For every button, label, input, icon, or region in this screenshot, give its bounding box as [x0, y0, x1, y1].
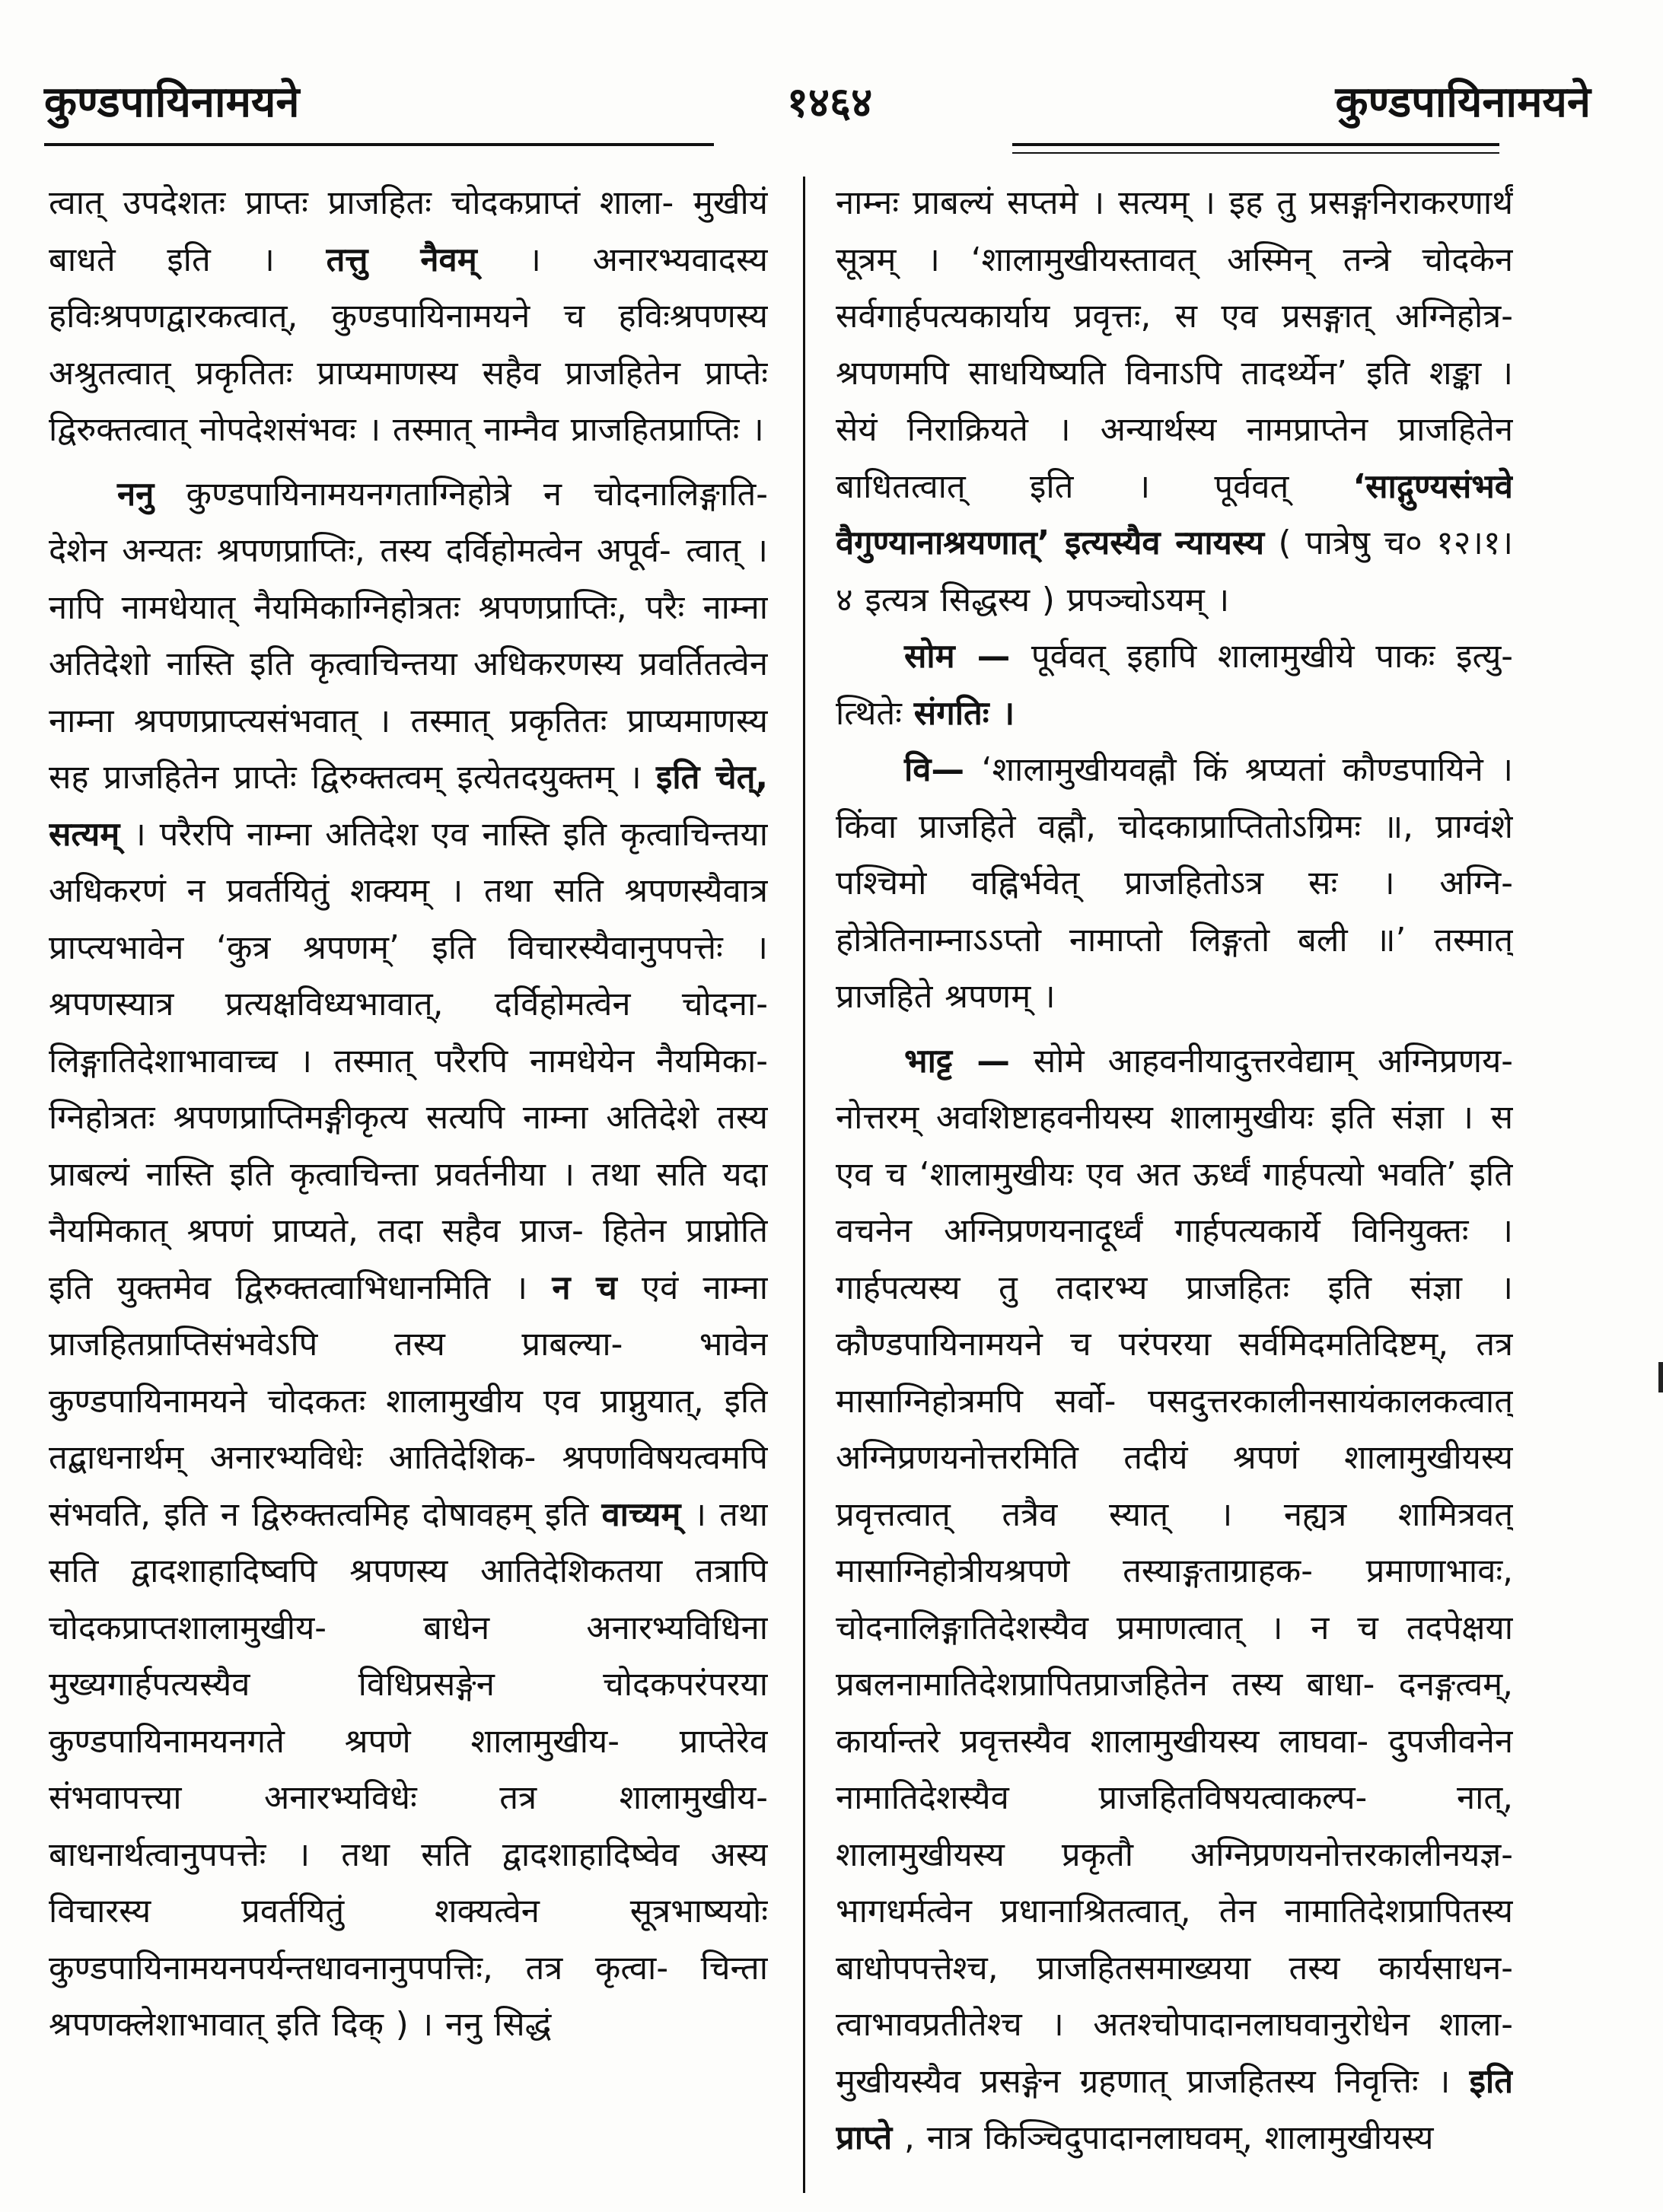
bold-phrase: संगतिः । — [913, 694, 1015, 733]
text-run: । तथा सति द्वादशाहादिष्वपि श्रपणस्य आतिदेशिकतया तत्रापि चोदकप्राप्तशालामुखीय- बाधेन अनारभ्यविधिना मुख्यगार्हपत्यस्यैव विधिप्रसङ्गेन चोदकपरंपरया कुण्डपायिनामयनगते श्रपणे शालामुखीय- प्राप्तेरेव संभवापत्त्या अनारभ्यविधेः तत्र शालामुखीय- बाधनार्थत्वानुपपत्तेः । तथा सति द्वादशाहादिष्वेव अस्य विचारस्य प्रवर्तयितुं शक्यत्वेन सूत्रभाष्ययोः कुण्डपायिनामयनपर्यन्तधावनानुपपत्तिः, तत्र कृत्वा- चिन्ता श्रपणक्लेशाभावात् इति दिक् ) । ननु सिद्धं — [49, 1495, 768, 2044]
right-paragraph-soma — [836, 629, 1513, 742]
left-column — [49, 175, 768, 2191]
section-label-bhatta: भाट्ट — — [904, 1042, 1010, 1081]
header-rule-right-thin — [1012, 152, 1499, 154]
right-paragraph-bhatta — [836, 1033, 1513, 2167]
running-title-right: कुण्डपायिनामयने — [1335, 78, 1591, 127]
header-rule-left — [44, 143, 714, 146]
text-run: । परैरपि नाम्ना अतिदेश एव नास्ति इति कृत्वाचिन्तया अधिकरणं न प्रवर्तयितुं शक्यम् । तथा सति श्रपणस्यैवात्र प्राप्त्यभावेन ‘कुत्र श्रपणम्’ इति विचारस्यैवानुपपत्तेः । श्रपणस्यात्र प्रत्यक्षविध्यभावात्, दर्विहोमत्वेन चोदना- लिङ्गातिदेशाभावाच्च । तस्मात् परैरपि नामधेयेन नैयमिका- ग्निहोत्रतः श्रपणप्राप्तिमङ्गीकृत्य सत्यपि नाम्ना अतिदेशे तस्य प्राबल्यं नास्ति इति कृत्वाचिन्ता प्रवर्तनीया । तथा सति यदा नैयमिकात् श्रपणं प्राप्यते, तदा सहैव प्राज- हितेन प्राप्नोति इति युक्तमेव द्विरुक्तत्वाभिधानमिति । — [49, 815, 768, 1307]
page-number: १४६४ — [786, 78, 873, 126]
column-divider — [803, 177, 805, 2193]
left-paragraph-1 — [49, 175, 768, 459]
edge-mark — [1658, 1362, 1663, 1392]
bold-phrase: ‘साद्गुण्यसंभवे वैगुण्यानाश्रयणात्’ इत्यस्यैव न्यायस्य — [836, 467, 1513, 562]
text-run: सोमे आहवनीयादुत्तरवेद्याम् अग्निप्रणय- नोत्तरम् अवशिष्टाहवनीयस्य शालामुखीयः इति संज्ञा । स एव च ‘शालामुखीयः एव अत ऊर्ध्वं गार्हपत्यो भवति’ इति वचनेन अग्निप्रणयनादूर्ध्वं गार्हपत्यकार्ये विनियुक्तः । गार्हपत्यस्य तु तदारभ्य प्राजहितः इति संज्ञा । कौण्डपायिनामयने च परंपरया सर्वमिदमतिदिष्टम्, तत्र मासाग्निहोत्रमपि सर्वो- पसदुत्तरकालीनसायंकालकत्वात् अग्निप्रणयनोत्तरमिति तदीयं श्रपणं शालामुखीयस्य प्रवृत्तत्वात् तत्रैव स्यात् । नह्यत्र शामित्रवत् मासाग्निहोत्रीयश्रपणे तस्याङ्गताग्राहक- प्रमाणाभावः, चोदनालिङ्गातिदेशस्यैव प्रमाणत्वात् । न च तदपेक्षया प्रबलनामातिदेशप्रापितप्राजहितेन तस्य बाधा- दनङ्गत्वम्, कार्यान्तरे प्रवृत्तस्यैव शालामुखीयस्य लाघवा- दुपजीवनेन नामातिदेशस्यैव प्राजहितविषयत्वाकल्प- नात्, शालामुखीयस्य प्रकृतौ अग्निप्रणयनोत्तरकालीनयज्ञ- भागधर्मत्वेन प्रधानाश्रितत्वात्, तेन नामातिदेशप्रापितस्य बाधोपपत्तेश्च, प्राजहितसमाख्यया तस्य कार्यसाधन- त्वाभावप्रतीतेश्च । अतश्चोपादानलाघवानुरोधेन शाला- मुखीयस्यैव प्रसङ्गेन ग्रहणात् प्राजहितस्य निवृत्तिः । — [836, 1042, 1513, 2101]
right-paragraph-vi — [836, 742, 1513, 1026]
text-run: ‘शालामुखीयवह्नौ किं श्रप्यतां कौण्डपायिने । किंवा प्राजहिते वह्नौ, चोदकाप्राप्तितोऽग्रिमः ॥, प्राग्वंशे पश्चिमो वह्निर्भवेत् प्राजहितोऽत्र सः । अग्नि- होत्रेतिनाम्नाऽऽप्तो नामाप्तो लिङ्गतो बली ॥’ तस्मात् प्राजहिते श्रपणम् । — [836, 751, 1513, 1016]
text-run: नाम्नः प्राबल्यं सप्तमे । सत्यम् । इह तु प्रसङ्गनिराकरणार्थं सूत्रम् । ‘शालामुखीयस्तावत् अस्मिन् तन्त्रे चोदकेन सर्वगार्हपत्यकार्याय प्रवृत्तः, स एव प्रसङ्गात् अग्निहोत्र- श्रपणमपि साधयिष्यति विनाऽपि तादर्थ्येन’ इति शङ्का । सेयं निराक्रियते । अन्यार्थस्य नामप्राप्तेन प्राजहितेन बाधितत्वात् इति । पूर्ववत् — [836, 184, 1513, 506]
text-run: पूर्ववत् इहापि शालामुखीये पाकः इत्यु- त्थितेः — [836, 638, 1513, 733]
text-run: । अनारभ्यवादस्य हविःश्रपणद्वारकत्वात्, कुण्डपायिनामयने च हविःश्रपणस्य अश्रुतत्वात् प्रकृतितः प्राप्यमाणस्य सहैव प्राजहितेन प्राप्तेः द्विरुक्तत्वात् नोपदेशसंभवः । तस्मात् नाम्नैव प्राजहितप्राप्तिः । — [49, 240, 768, 449]
right-paragraph-1 — [836, 175, 1513, 629]
bold-phrase: वाच्यम् — [601, 1495, 681, 1534]
bold-phrase: न च — [552, 1268, 617, 1307]
bold-phrase: ननु — [117, 475, 155, 514]
bold-phrase: तत्तु नैवम् — [326, 240, 477, 279]
header-rule-right — [1012, 143, 1499, 146]
right-column — [836, 175, 1513, 2191]
bold-phrase: इति प्राप्ते — [836, 2062, 1513, 2157]
section-label-vi: वि— — [904, 751, 964, 789]
text-run: एवं नाम्ना प्राजहितप्राप्तिसंभवेऽपि तस्य प्राबल्या- भावेन कुण्डपायिनामयने चोदकतः शालामुखीय एव प्राप्नुयात्, इति तद्बाधनार्थम् अनारभ्यविधेः आतिदेशिक- श्रपणविषयत्वमपि संभवति, इति न द्विरुक्तत्वमिह दोषावहम् इति — [49, 1268, 768, 1534]
text-run: त्वात् उपदेशतः प्राप्तः प्राजहितः चोदकप्राप्तं शाला- मुखीयं बाधते इति । — [49, 184, 768, 279]
bold-phrase: इति चेत्, सत्यम् — [49, 759, 768, 854]
text-run: ( पात्रेषु च० १२।१।४ इत्यत्र सिद्धस्य ) प्रपञ्चोऽयम् । — [836, 524, 1513, 619]
page-header — [0, 72, 1663, 133]
running-title-left: कुण्डपायिनामयने — [44, 78, 300, 127]
section-label-soma: सोम — — [904, 638, 1011, 676]
left-paragraph-2 — [49, 466, 768, 2054]
text-run: , नात्र किञ्चिदुपादानलाघवम्, शालामुखीयस्य — [904, 2119, 1434, 2157]
text-run: कुण्डपायिनामयनगताग्निहोत्रे न चोदनालिङ्गाति- देशेन अन्यतः श्रपणप्राप्तिः, तस्य दर्विहोमत्वेन अपूर्व- त्वात् । नापि नामधेयात् नैयमिकाग्निहोत्रतः श्रपणप्राप्तिः, परैः नाम्ना अतिदेशो नास्ति इति कृत्वाचिन्तया अधिकरणस्य प्रवर्तितत्वेन नाम्ना श्रपणप्राप्त्यसंभवात् । तस्मात् प्रकृतितः प्राप्यमाणस्य सह प्राजहितेन प्राप्तेः द्विरुक्तत्वम् इत्येतदयुक्तम् । — [49, 475, 768, 797]
